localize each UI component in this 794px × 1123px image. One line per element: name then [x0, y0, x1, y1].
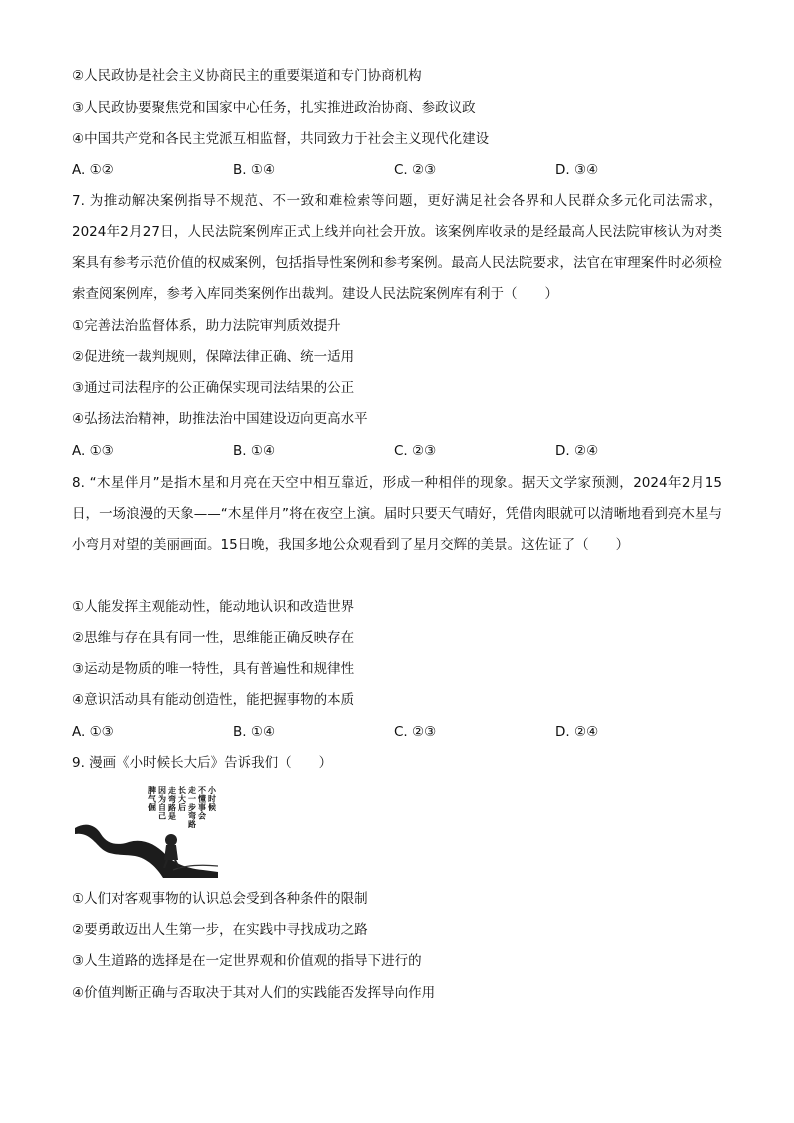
q7-item-1: ①完善法治监督体系，助力法院审判质效提升 [72, 318, 341, 334]
q7-item-4: ④弘扬法治精神，助推法治中国建设迈向更高水平 [72, 411, 368, 427]
q7-option-a[interactable]: A. ①③ [72, 443, 114, 459]
q6-option-c[interactable]: C. ②③ [394, 162, 437, 178]
q8-item-4: ④意识活动具有能动创造性，能把握事物的本质 [72, 692, 355, 708]
q9-item-4: ④价值判断正确与否取决于其对人们的实践能否发挥导向作用 [72, 985, 436, 1001]
q9-item-3: ③人生道路的选择是在一定世界观和价值观的指导下进行的 [72, 953, 422, 969]
q7-option-d[interactable]: D. ②④ [555, 443, 599, 459]
q6-option-a[interactable]: A. ①② [72, 162, 114, 178]
q6-item-3: ③人民政协要聚焦党和国家中心任务，扎实推进政治协商、参政议政 [72, 100, 476, 116]
q8-stem: 8. “木星伴月”是指木星和月亮在天空中相互靠近，形成一种相伴的现象。据天文学家预测，2024年2月15日，一场浪漫的天象——“木星伴月”将在夜空上演。届时只要天气晴好，凭借肉眼就可以清晰地看到亮木星与小弯月对望的美丽画面。15日晚，我国多地公众观看到了星月交辉的美景。这佐证了（ ） [72, 475, 722, 553]
cartoon-illustration [73, 782, 218, 878]
q9-item-1: ①人们对客观事物的认识总会受到各种条件的限制 [72, 891, 368, 907]
q8-item-3: ③运动是物质的唯一特性，具有普遍性和规律性 [72, 661, 355, 677]
q7-option-c[interactable]: C. ②③ [394, 443, 437, 459]
q8-option-b[interactable]: B. ①④ [233, 724, 276, 740]
q8-options [72, 722, 722, 742]
q8-item-2: ②思维与存在具有同一性，思维能正确反映存在 [72, 630, 355, 646]
q7-option-b[interactable]: B. ①④ [233, 443, 276, 459]
cartoon-calligraphy: 小时候 不懂事会 走一步弯路 长大后 走弯路是 因为自己 脾气倔 [147, 786, 217, 829]
cartoon-road [75, 825, 218, 878]
q6-options [72, 160, 722, 180]
q9-item-2: ②要勇敢迈出人生第一步，在实践中寻找成功之路 [72, 922, 368, 938]
q9-stem: 9. 漫画《小时候长大后》告诉我们（ ） [72, 755, 333, 771]
q6-item-2: ②人民政协是社会主义协商民主的重要渠道和专门协商机构 [72, 68, 422, 84]
q7-item-2: ②促进统一裁判规则，保障法律正确、统一适用 [72, 349, 355, 365]
q6-option-d[interactable]: D. ③④ [555, 162, 599, 178]
q8-option-d[interactable]: D. ②④ [555, 724, 599, 740]
q7-item-3: ③通过司法程序的公正确保实现司法结果的公正 [72, 380, 355, 396]
q8-option-c[interactable]: C. ②③ [394, 724, 437, 740]
q7-stem: 7. 为推动解决案例指导不规范、不一致和难检索等问题，更好满足社会各界和人民群众多元化司法需求，2024年2月27日，人民法院案例库正式上线并向社会开放。该案例库收录的是经最高人民法院审核认为对类案具有参考示范价值的权威案例，包括指导性案例和参考案例。最高人民法院要求，法官在审理案件时必须检索查阅案例库，参考入库同类案例作出裁判。建设人民法院案例库有利于（ ） [72, 193, 722, 302]
q6-item-4: ④中国共产党和各民主党派互相监督，共同致力于社会主义现代化建设 [72, 131, 490, 147]
q8-option-a[interactable]: A. ①③ [72, 724, 114, 740]
q8-item-1: ①人能发挥主观能动性，能动地认识和改造世界 [72, 599, 355, 615]
q7-options [72, 441, 722, 461]
q6-option-b[interactable]: B. ①④ [233, 162, 276, 178]
